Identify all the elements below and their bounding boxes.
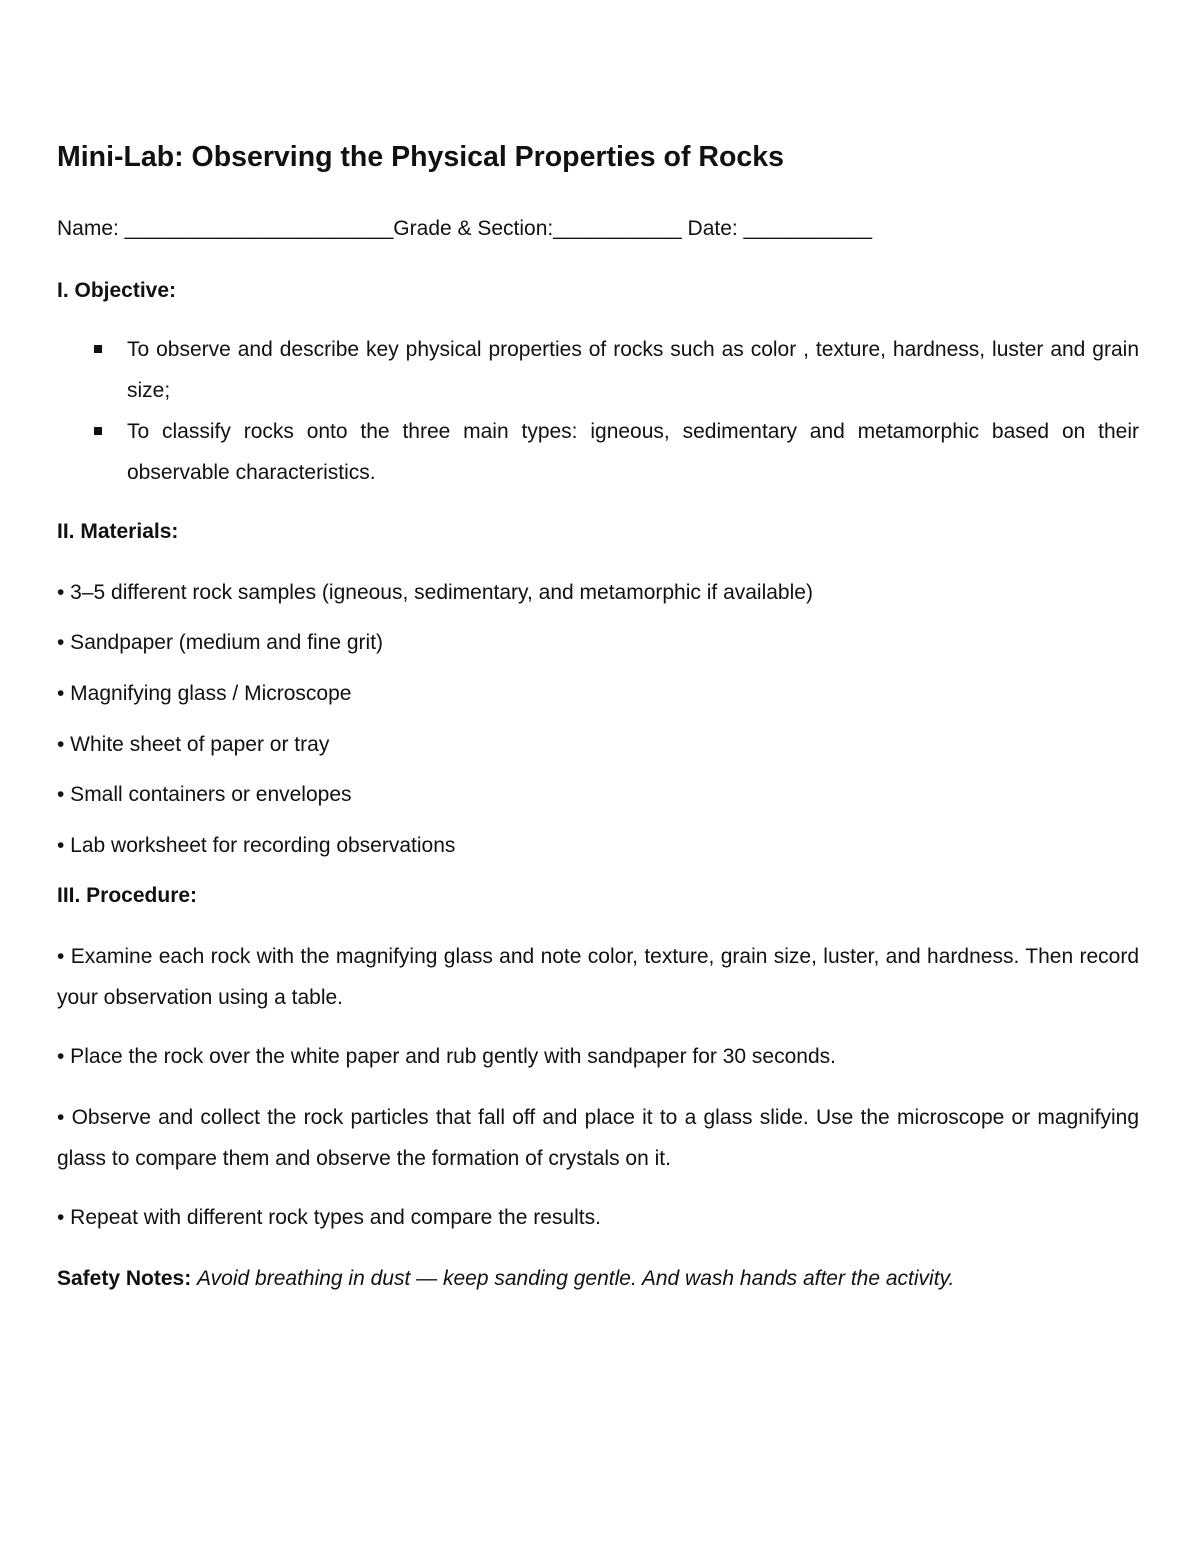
square-bullet-icon	[94, 345, 102, 353]
procedure-step: • Place the rock over the white paper and rub gently with sandpaper for 30 seconds.	[57, 1045, 836, 1068]
materials-item: • Magnifying glass / Microscope	[57, 682, 352, 705]
materials-heading: II. Materials:	[57, 520, 179, 543]
student-info-line: Name: _______________________Grade & Section:___________ Date: ___________	[57, 217, 873, 240]
materials-item: • White sheet of paper or tray	[57, 733, 330, 756]
objective-item	[57, 411, 1139, 493]
square-bullet-icon	[94, 427, 102, 435]
procedure-step: • Repeat with different rock types and compare the results.	[57, 1206, 601, 1229]
materials-item: • Small containers or envelopes	[57, 783, 352, 806]
procedure-step: • Examine each rock with the magnifying glass and note color, texture, grain size, luster, and hardness. Then record your observation using a table.	[57, 945, 1139, 1009]
objective-heading: I. Objective:	[57, 279, 177, 302]
materials-item: • Lab worksheet for recording observations	[57, 834, 456, 857]
procedure-heading: III. Procedure:	[57, 884, 198, 907]
objective-item	[57, 329, 1139, 411]
materials-item: • 3–5 different rock samples (igneous, sedimentary, and metamorphic if available)	[57, 581, 813, 604]
objective-list	[57, 329, 1139, 493]
page-title: Mini-Lab: Observing the Physical Properties of Rocks	[57, 141, 784, 173]
safety-notes-text: Avoid breathing in dust — keep sanding gentle. And wash hands after the activity.	[197, 1267, 955, 1290]
objective-item-text: To observe and describe key physical properties of rocks such as color , texture, hardness, luster and grain size;	[127, 338, 1139, 402]
safety-notes-label: Safety Notes:	[57, 1267, 192, 1290]
materials-item: • Sandpaper (medium and fine grit)	[57, 631, 384, 654]
objective-item-text: To classify rocks onto the three main types: igneous, sedimentary and metamorphic based on their observable characteristics.	[127, 420, 1139, 484]
safety-notes	[57, 1258, 954, 1299]
procedure-step: • Observe and collect the rock particles that fall off and place it to a glass slide. Use the microscope or magnifying glass to compare them and observe the formation of crystals on it.	[57, 1106, 1139, 1170]
